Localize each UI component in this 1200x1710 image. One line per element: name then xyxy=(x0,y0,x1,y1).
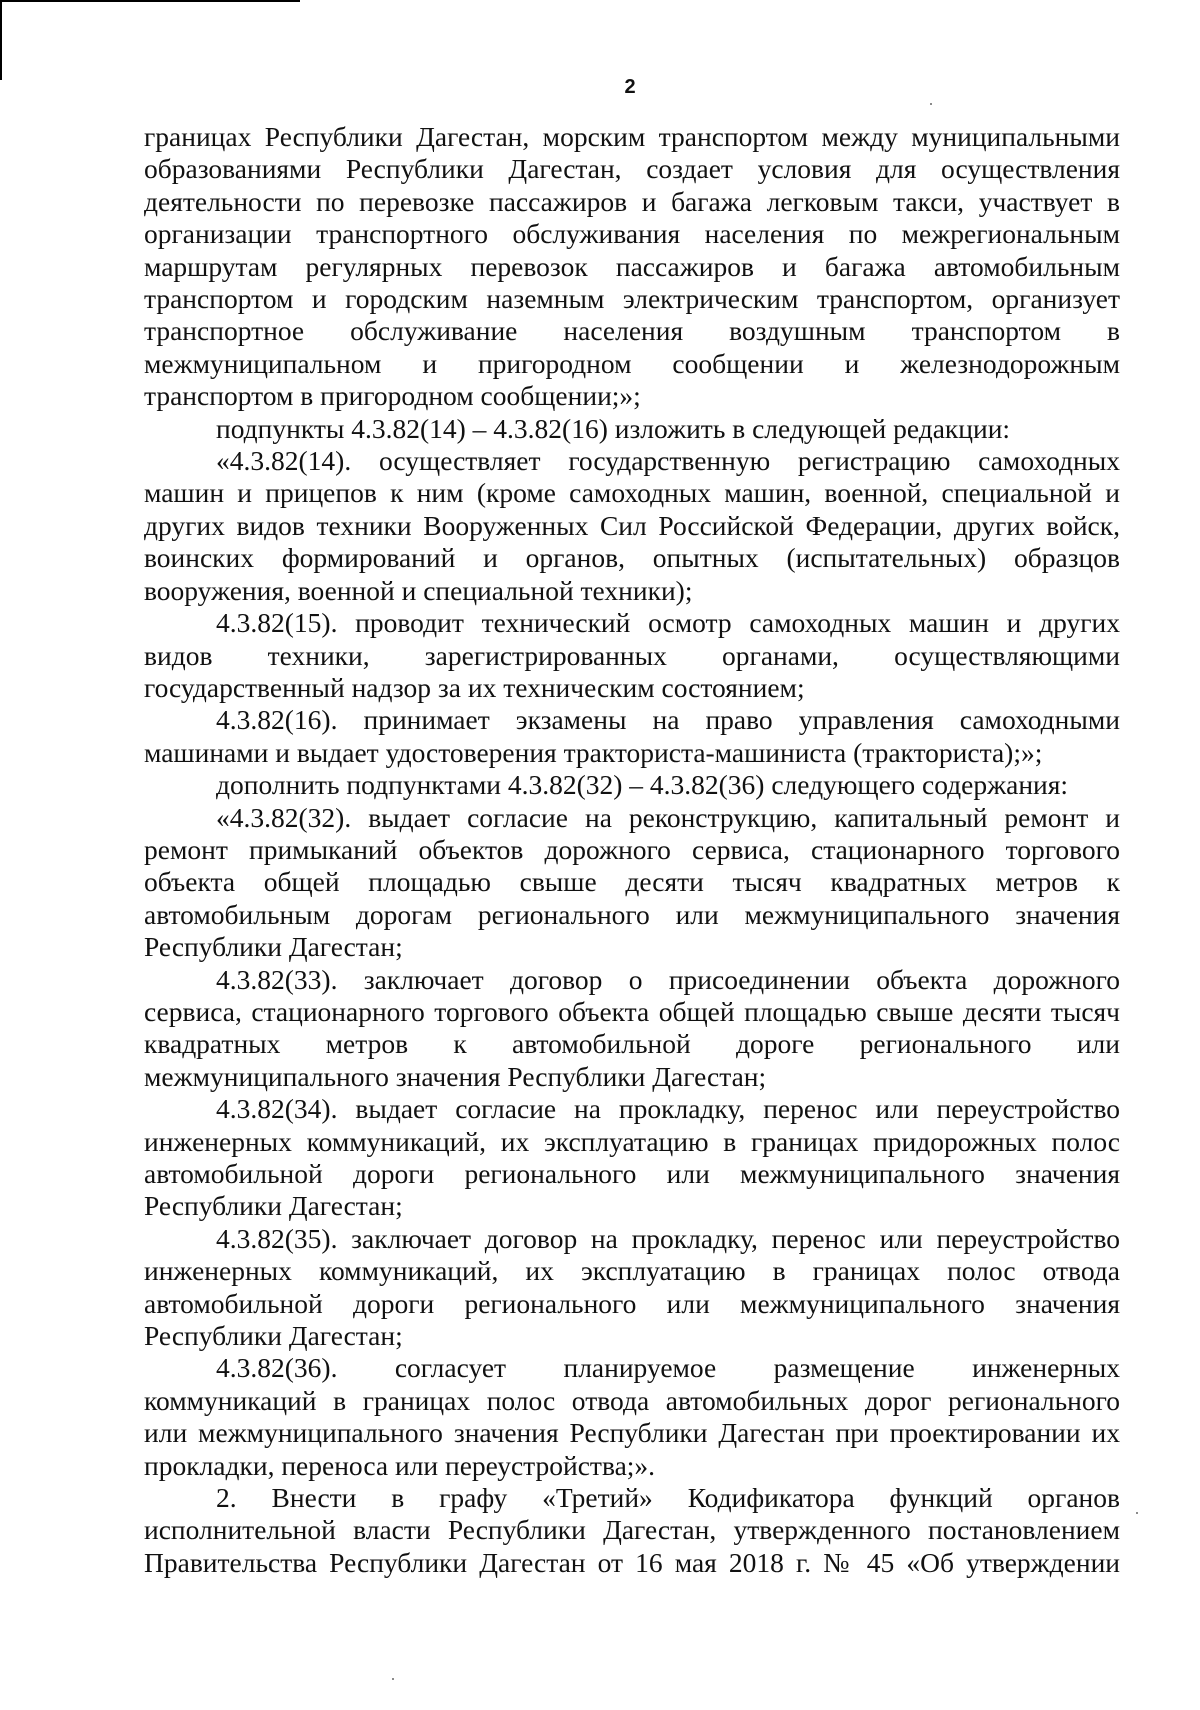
text-line: деятельности по перевозке пассажиров и багажа легковым такси, участвует в xyxy=(144,185,1120,217)
scan-speck xyxy=(930,103,932,105)
text-line: транспортом и городским наземным электрическим транспортом, организует xyxy=(144,283,1120,315)
text-line: других видов техники Вооруженных Сил Российской Федерации, других войск, xyxy=(144,509,1120,541)
text-line: транспортное обслуживание населения воздушным транспортом в xyxy=(144,315,1120,347)
text-line: Республики Дагестан; xyxy=(144,931,403,963)
text-line: Правительства Республики Дагестан от 16 мая 2018 г. № 45 «Об утверждении xyxy=(144,1546,1120,1578)
text-line: организации транспортного обслуживания населения по межрегиональным xyxy=(144,218,1120,250)
scan-speck xyxy=(392,1678,394,1680)
paragraph-p-4-3-82-36 xyxy=(144,1352,1120,1482)
text-line: дополнить подпунктами 4.3.82(32) – 4.3.82(36) следующего содержания: xyxy=(216,769,1069,801)
text-line: автомобильной дороги регионального или межмуниципального значения xyxy=(144,1287,1120,1319)
document-body xyxy=(144,121,1120,1579)
text-line: Республики Дагестан; xyxy=(144,1320,403,1352)
text-line: межмуниципального значения Республики Дагестан; xyxy=(144,1060,767,1092)
text-line: 2. Внести в графу «Третий» Кодификатора функций органов xyxy=(216,1482,1120,1514)
text-line: квадратных метров к автомобильной дороге регионального или xyxy=(144,1028,1120,1060)
text-line: вооружения, военной и специальной техники); xyxy=(144,574,693,606)
text-line: 4.3.82(34). выдает согласие на прокладку, перенос или переустройство xyxy=(216,1093,1120,1125)
text-line: машинами и выдает удостоверения тракториста-машиниста (тракториста);»; xyxy=(144,736,1043,768)
text-line: прокладки, переноса или переустройства;». xyxy=(144,1449,656,1481)
paragraph-p-4-3-82-35 xyxy=(144,1223,1120,1353)
text-line: инженерных коммуникаций, их эксплуатацию в границах придорожных полос xyxy=(144,1125,1120,1157)
text-line: коммуникаций в границах полос отвода автомобильных дорог регионального xyxy=(144,1384,1120,1416)
text-line: маршрутам регулярных перевозок пассажиров и багажа автомобильным xyxy=(144,250,1120,282)
text-line: «4.3.82(14). осуществляет государственную регистрацию самоходных xyxy=(216,445,1120,477)
text-line: ремонт примыканий объектов дорожного сервиса, стационарного торгового xyxy=(144,833,1120,865)
text-line: Республики Дагестан; xyxy=(144,1190,403,1222)
paragraph-p-intro xyxy=(144,121,1120,413)
paragraph-p-4-3-82-14 xyxy=(144,445,1120,607)
text-line: объекта общей площадью свыше десяти тысяч квадратных метров к xyxy=(144,866,1120,898)
text-line: 4.3.82(36). согласует планируемое размещение инженерных xyxy=(216,1352,1120,1384)
text-line: образованиями Республики Дагестан, создает условия для осуществления xyxy=(144,153,1120,185)
text-line: государственный надзор за их техническим состоянием; xyxy=(144,671,805,703)
paragraph-p-subpoints-edit xyxy=(144,413,1120,445)
text-line: воинских формирований и органов, опытных (испытательных) образцов xyxy=(144,542,1120,574)
paragraph-p-4-3-82-33 xyxy=(144,964,1120,1094)
text-line: «4.3.82(32). выдает согласие на реконструкцию, капитальный ремонт и xyxy=(216,801,1120,833)
text-line: подпункты 4.3.82(14) – 4.3.82(16) изложить в следующей редакции: xyxy=(216,412,1011,444)
text-line: инженерных коммуникаций, их эксплуатацию в границах полос отвода xyxy=(144,1255,1120,1287)
text-line: исполнительной власти Республики Дагестан, утвержденного постановлением xyxy=(144,1514,1120,1546)
text-line: видов техники, зарегистрированных органами, осуществляющими xyxy=(144,639,1120,671)
text-line: межмуниципальном и пригородном сообщении и железнодорожным xyxy=(144,347,1120,379)
text-line: 4.3.82(15). проводит технический осмотр самоходных машин и других xyxy=(216,607,1120,639)
text-line: машин и прицепов к ним (кроме самоходных машин, военной, специальной и xyxy=(144,477,1120,509)
page-number: 2 xyxy=(624,76,636,98)
text-line: 4.3.82(35). заключает договор на прокладку, перенос или переустройство xyxy=(216,1222,1120,1254)
paragraph-p-subpoints-add xyxy=(144,769,1120,801)
text-line: 4.3.82(16). принимает экзамены на право управления самоходными xyxy=(216,704,1120,736)
scan-speck xyxy=(1136,1512,1138,1514)
text-line: автомобильным дорогам регионального или межмуниципального значения xyxy=(144,898,1120,930)
paragraph-p-item-2 xyxy=(144,1482,1120,1579)
text-line: транспортом в пригородном сообщении;»; xyxy=(144,380,641,412)
paragraph-p-4-3-82-34 xyxy=(144,1093,1120,1223)
text-line: автомобильной дороги регионального или межмуниципального значения xyxy=(144,1158,1120,1189)
text-line: 4.3.82(33). заключает договор о присоединении объекта дорожного xyxy=(216,963,1120,995)
text-line: сервиса, стационарного торгового объекта общей площадью свыше десяти тысяч xyxy=(144,995,1120,1027)
text-line: или межмуниципального значения Республики Дагестан при проектировании их xyxy=(144,1417,1120,1449)
paragraph-p-4-3-82-15 xyxy=(144,607,1120,704)
paragraph-p-4-3-82-16 xyxy=(144,704,1120,769)
scan-border-left xyxy=(0,0,2,80)
text-line: границах Республики Дагестан, морским транспортом между муниципальными xyxy=(144,121,1120,152)
scan-border-top xyxy=(0,0,300,2)
paragraph-p-4-3-82-32 xyxy=(144,802,1120,964)
